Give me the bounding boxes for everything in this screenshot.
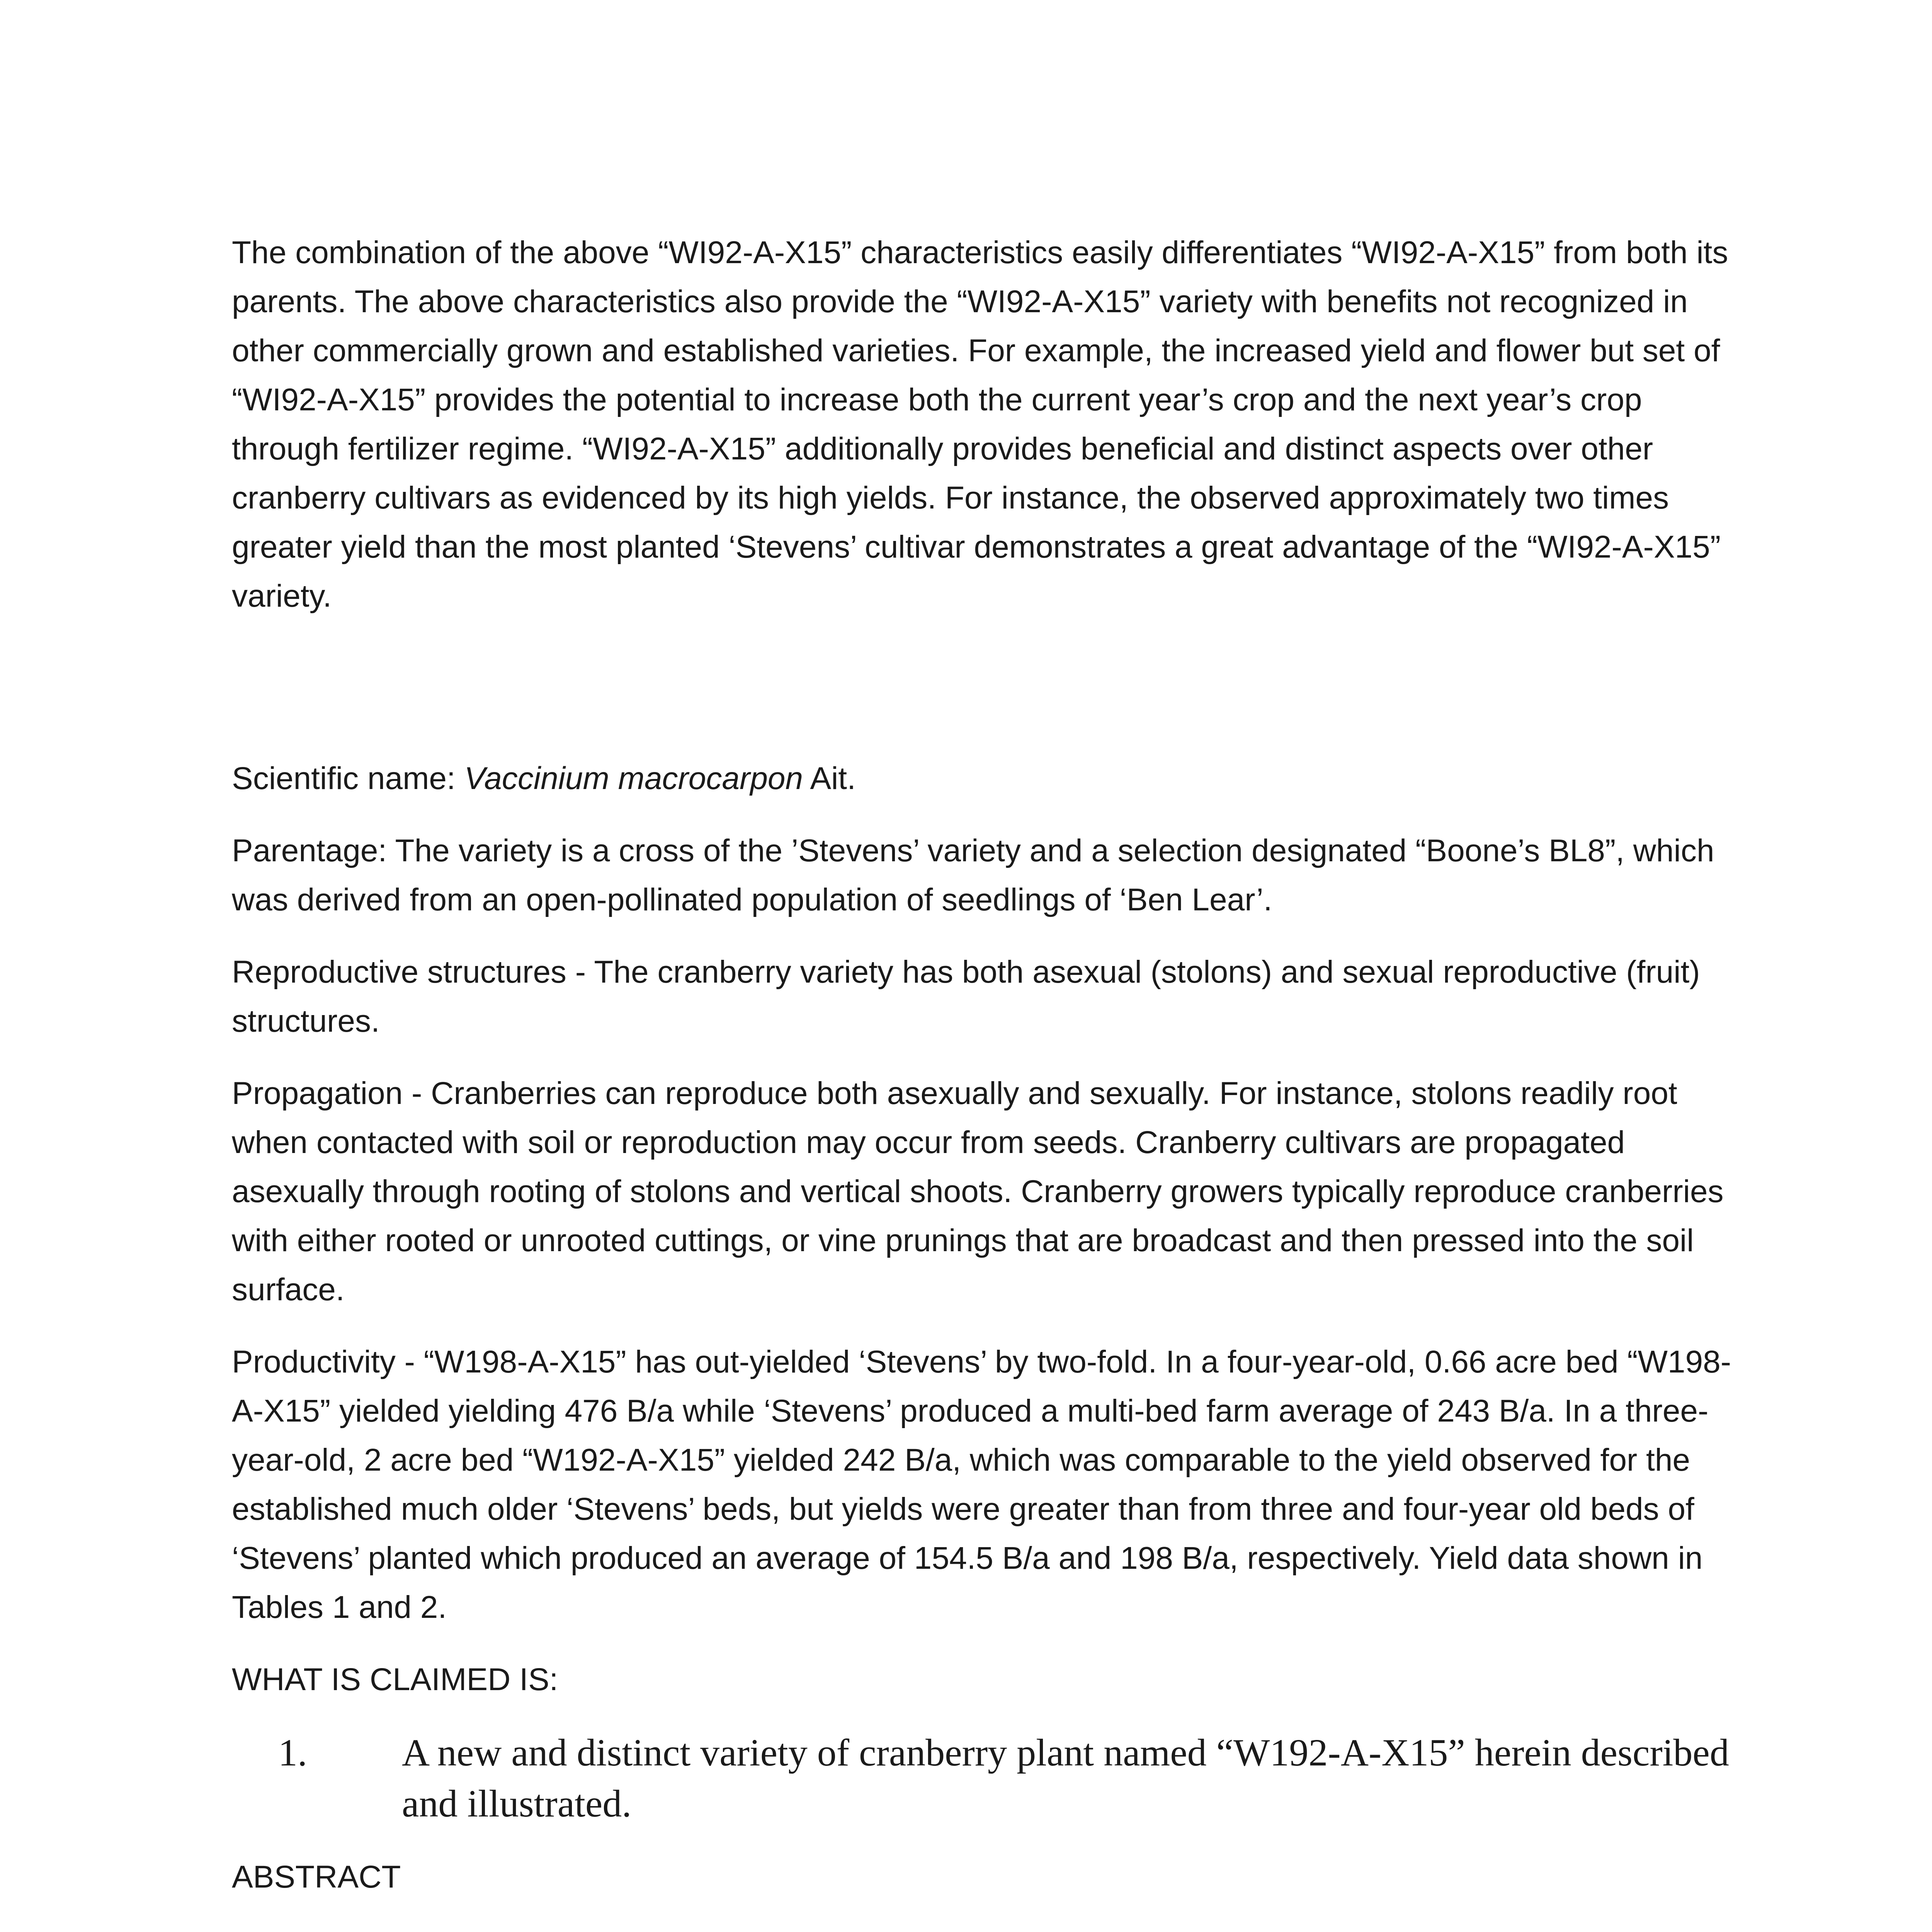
productivity-paragraph: Productivity - “W198-A-X15” has out-yielded ‘Stevens’ by two-fold. In a four-year-old, 0.66 acre bed “W198-A-X15” yielded yielding 476 B/a while ‘Stevens’ produced a multi-bed farm average of 243 B/a. In a three-year-old, 2 acre bed “W192-A-X15” yielded 242 B/a, which was comparable to the yield observed for the established much older ‘Stevens’ beds, but yields were greater than from three and four-year old beds of ‘Stevens’ planted which produced an average of 154.5 B/a and 198 B/a, respectively. Yield data shown in Tables 1 and 2. xyxy=(232,1344,1731,1625)
claim-item xyxy=(232,1727,1743,1829)
intro-paragraph: The combination of the above “WI92-A-X15” characteristics easily differentiates “WI92-A-X15” from both its parents. The above characteristics also provide the “WI92-A-X15” variety with benefits not recognized in other commercially grown and established varieties. For example, the increased yield and flower but set of “WI92-A-X15” provides the potential to increase both the current year’s crop and the next year’s crop through fertilizer regime. “WI92-A-X15” additionally provides beneficial and distinct aspects over other cranberry cultivars as evidenced by its high yields. For instance, the observed approximately two times greater yield than the most planted ‘Stevens’ cultivar demonstrates a great advantage of the “WI92-A-X15” variety. xyxy=(232,235,1728,614)
claims-list xyxy=(232,1727,1743,1829)
scientific-name-line xyxy=(232,754,1743,803)
scientific-name-value: Vaccinium macrocarpon xyxy=(464,761,803,796)
scientific-name-label: Scientific name: xyxy=(232,761,464,796)
abstract-paragraph xyxy=(232,1925,1743,1932)
propagation-paragraph: Propagation - Cranberries can reproduce both asexually and sexually. For instance, stolons readily root when contacted with soil or reproduction may occur from seeds. Cranberry cultivars are propagated asexually through rooting of stolons and vertical shoots. Cranberry growers typically reproduce cranberries with either rooted or unrooted cuttings, or vine prunings that are broadcast and then pressed into the soil surface. xyxy=(232,1076,1724,1307)
claims-heading: WHAT IS CLAIMED IS: xyxy=(232,1662,558,1697)
parentage-paragraph: Parentage: The variety is a cross of the ’Stevens’ variety and a selection designated “Boone’s BL8”, which was derived from an open-pollinated population of seedlings of ‘Ben Lear’. xyxy=(232,833,1714,917)
claim-number: 1. xyxy=(278,1731,307,1774)
page-body xyxy=(232,228,1743,1932)
reproductive-structures-paragraph: Reproductive structures - The cranberry variety has both asexual (stolons) and sexual reproductive (fruit) structures. xyxy=(232,954,1700,1039)
abstract-heading: ABSTRACT xyxy=(232,1859,401,1895)
scientific-name-author: Ait. xyxy=(803,761,856,796)
claim-text: A new and distinct variety of cranberry plant named “W192-A-X15” herein described and illustrated. xyxy=(402,1731,1729,1825)
